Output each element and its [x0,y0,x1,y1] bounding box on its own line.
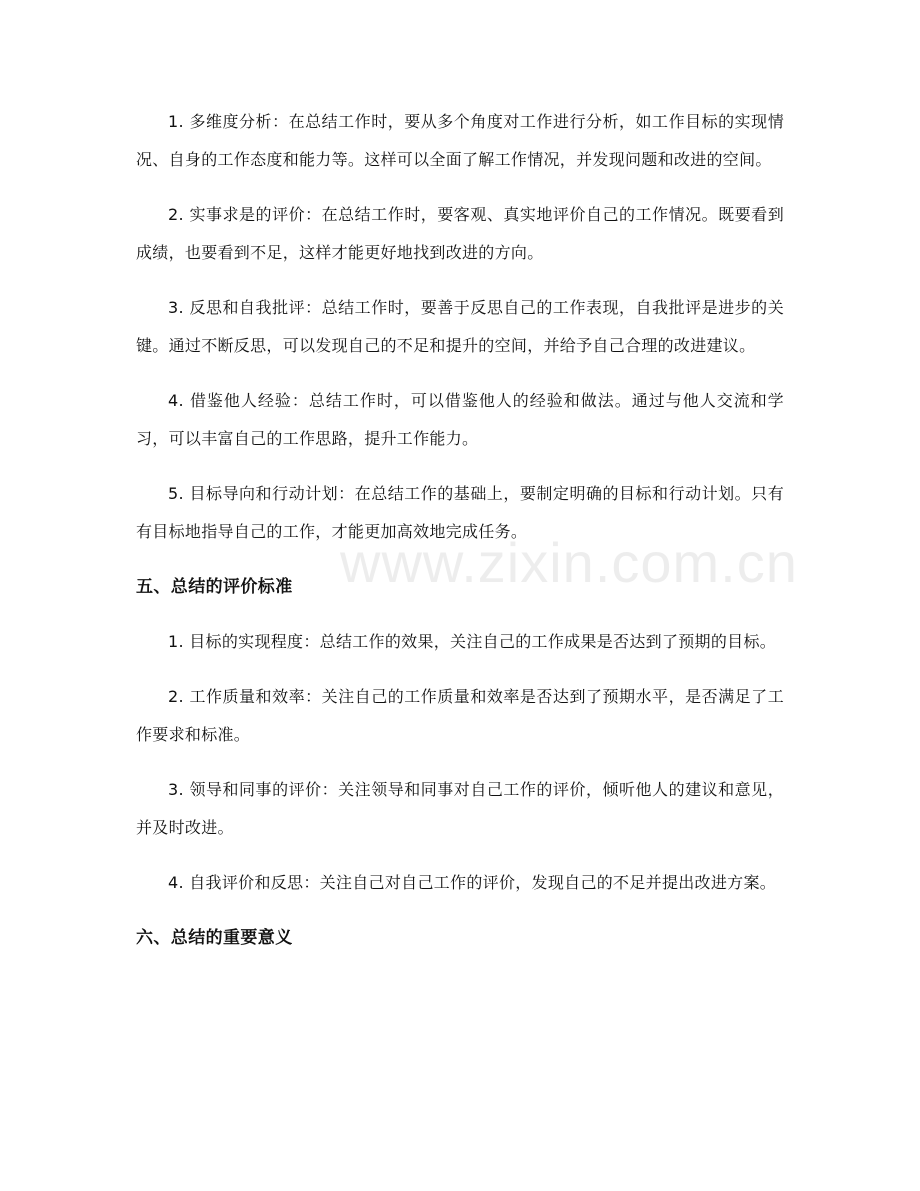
list-item-peer-evaluation: 3. 领导和同事的评价：关注领导和同事对自己工作的评价，倾听他人的建议和意见，并及时改进。 [136,780,784,837]
list-item-learn-from-others: 4. 借鉴他人经验：总结工作时，可以借鉴他人的经验和做法。通过与他人交流和学习，可以丰富自己的工作思路，提升工作能力。 [136,391,784,448]
list-item-multidimensional-analysis: 1. 多维度分析：在总结工作时，要从多个角度对工作进行分析，如工作目标的实现情况、自身的工作态度和能力等。这样可以全面了解工作情况，并发现问题和改进的空间。 [136,112,784,169]
section-heading-evaluation-criteria: 五、总结的评价标准 [136,577,293,597]
watermark: www.zixin.com.cn [340,531,798,594]
list-item-goal-achievement: 1. 目标的实现程度：总结工作的效果，关注自己的工作成果是否达到了预期的目标。 [168,632,777,651]
list-item-objective-evaluation: 2. 实事求是的评价：在总结工作时，要客观、真实地评价自己的工作情况。既要看到成绩，也要看到不足，这样才能更好地找到改进的方向。 [136,205,784,262]
list-item-self-evaluation: 4. 自我评价和反思：关注自己对自己工作的评价，发现自己的不足并提出改进方案。 [168,873,777,892]
section-heading-importance: 六、总结的重要意义 [136,928,293,948]
list-item-quality-efficiency: 2. 工作质量和效率：关注自己的工作质量和效率是否达到了预期水平，是否满足了工作要求和标准。 [136,687,784,744]
list-item-reflection-self-criticism: 3. 反思和自我批评：总结工作时，要善于反思自己的工作表现，自我批评是进步的关键。通过不断反思，可以发现自己的不足和提升的空间，并给予自己合理的改进建议。 [136,298,784,355]
document-body [136,103,784,974]
list-item-goals-action-plan: 5. 目标导向和行动计划：在总结工作的基础上，要制定明确的目标和行动计划。只有有目标地指导自己的工作，才能更加高效地完成任务。 [136,484,784,541]
